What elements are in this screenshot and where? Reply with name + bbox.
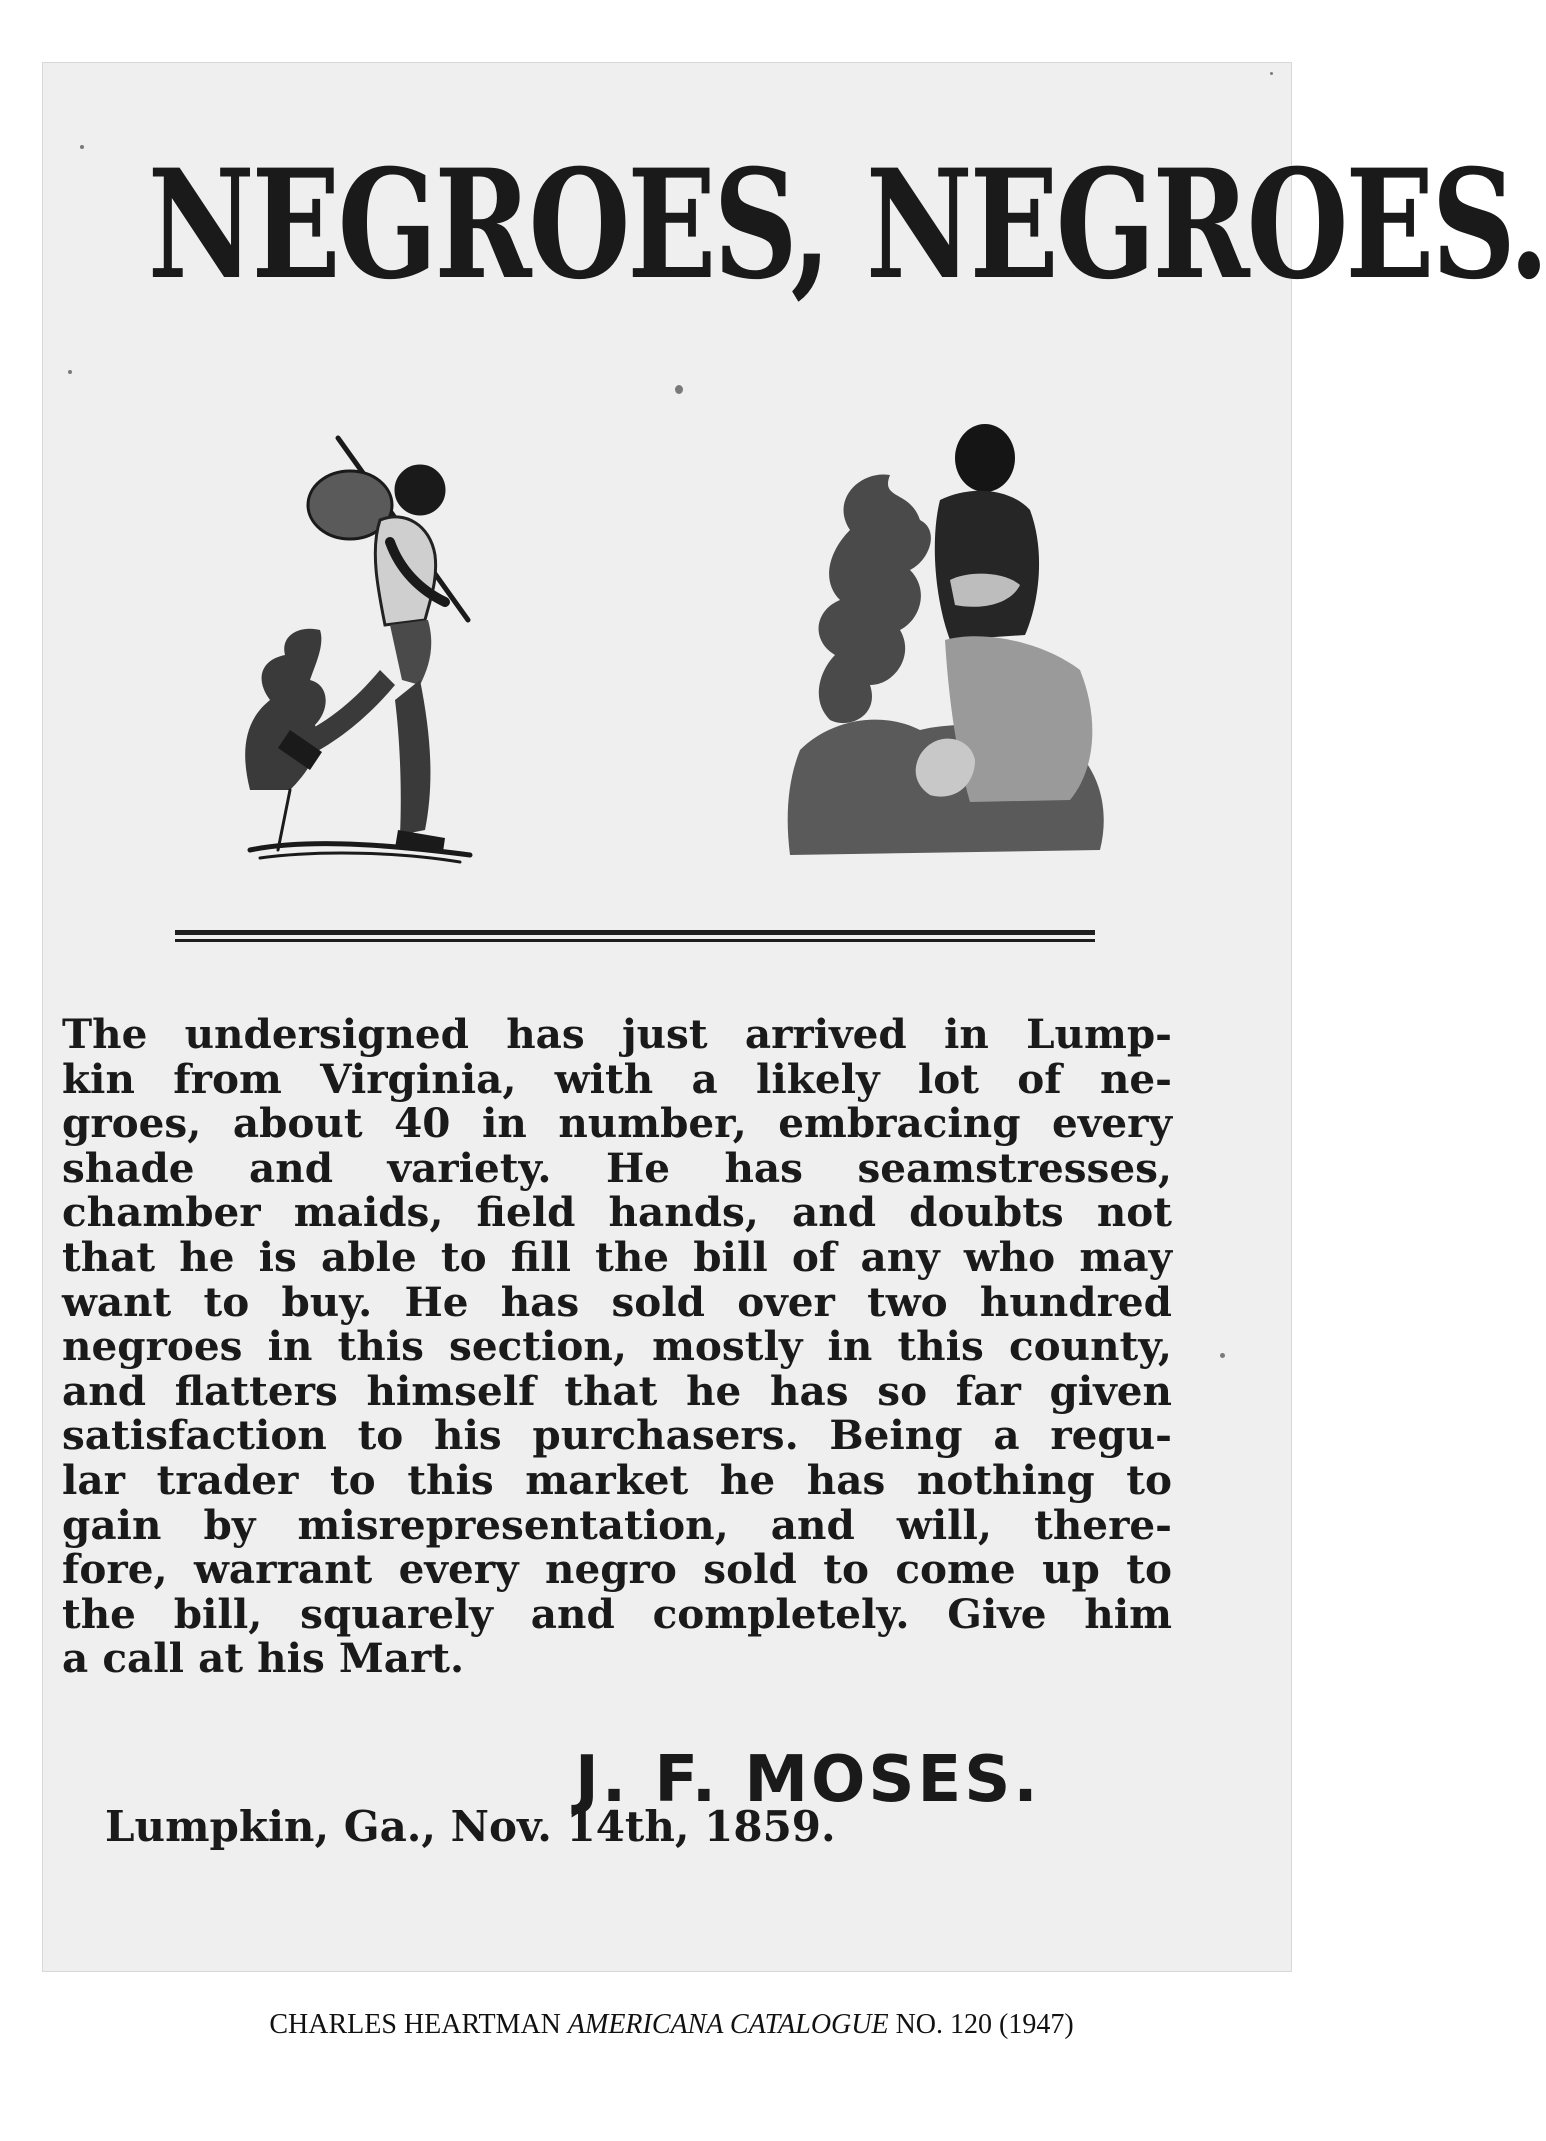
caption-prefix: CHARLES HEARTMAN: [269, 2009, 568, 2040]
body-line: a call at his Mart.: [62, 1634, 465, 1683]
body-line: The undersigned has just arrived in Lump-: [62, 1010, 1172, 1058]
print-speck: [675, 385, 683, 394]
double-rule-divider: [175, 930, 1095, 944]
body-line: groes, about 40 in number, embracing every: [62, 1099, 1172, 1148]
print-speck: [68, 370, 72, 374]
body-line: chamber maids, field hands, and doubts not: [62, 1188, 1172, 1237]
poster-headline: NEGROES, NEGROES.: [147, 137, 1546, 313]
body-line: lar trader to this market he has nothing to: [62, 1455, 1172, 1504]
print-speck: [1220, 1353, 1225, 1358]
body-line: the bill, squarely and completely. Give him: [62, 1589, 1172, 1638]
body-line: fore, warrant every negro sold to come up to: [62, 1545, 1172, 1594]
print-speck: [1270, 72, 1273, 75]
body-line: kin from Virginia, with a likely lot of ne-: [62, 1054, 1172, 1103]
body-line: satisfaction to his purchasers. Being a regu-: [62, 1411, 1172, 1460]
body-line: and flatters himself that he has so far given: [62, 1366, 1172, 1415]
body-line: gain by misrepresentation, and will, there-: [62, 1500, 1172, 1549]
rule-line-upper: [175, 930, 1095, 935]
rule-line-lower: [175, 939, 1095, 942]
caption-suffix: NO. 120 (1947): [888, 2009, 1074, 2040]
body-line: want to buy. He has sold over two hundred: [62, 1277, 1172, 1326]
runaway-woodcut-illustration: [230, 430, 570, 870]
body-line: that he is able to fill the bill of any who may: [62, 1232, 1172, 1281]
signature: J. F. MOSES.: [575, 1743, 1041, 1817]
body-line: negroes in this section, mostly in this county,: [62, 1322, 1172, 1371]
advertisement-body: [62, 1012, 1172, 1681]
source-caption: [0, 2011, 1343, 2039]
caption-title: AMERICANA CATALOGUE: [567, 2009, 889, 2040]
print-speck: [80, 145, 84, 149]
dateline: Lumpkin, Ga., Nov. 14th, 1859.: [105, 1802, 836, 1851]
body-line: shade and variety. He has seamstresses,: [62, 1143, 1172, 1192]
seated-figure-woodcut-illustration: [770, 430, 1130, 870]
